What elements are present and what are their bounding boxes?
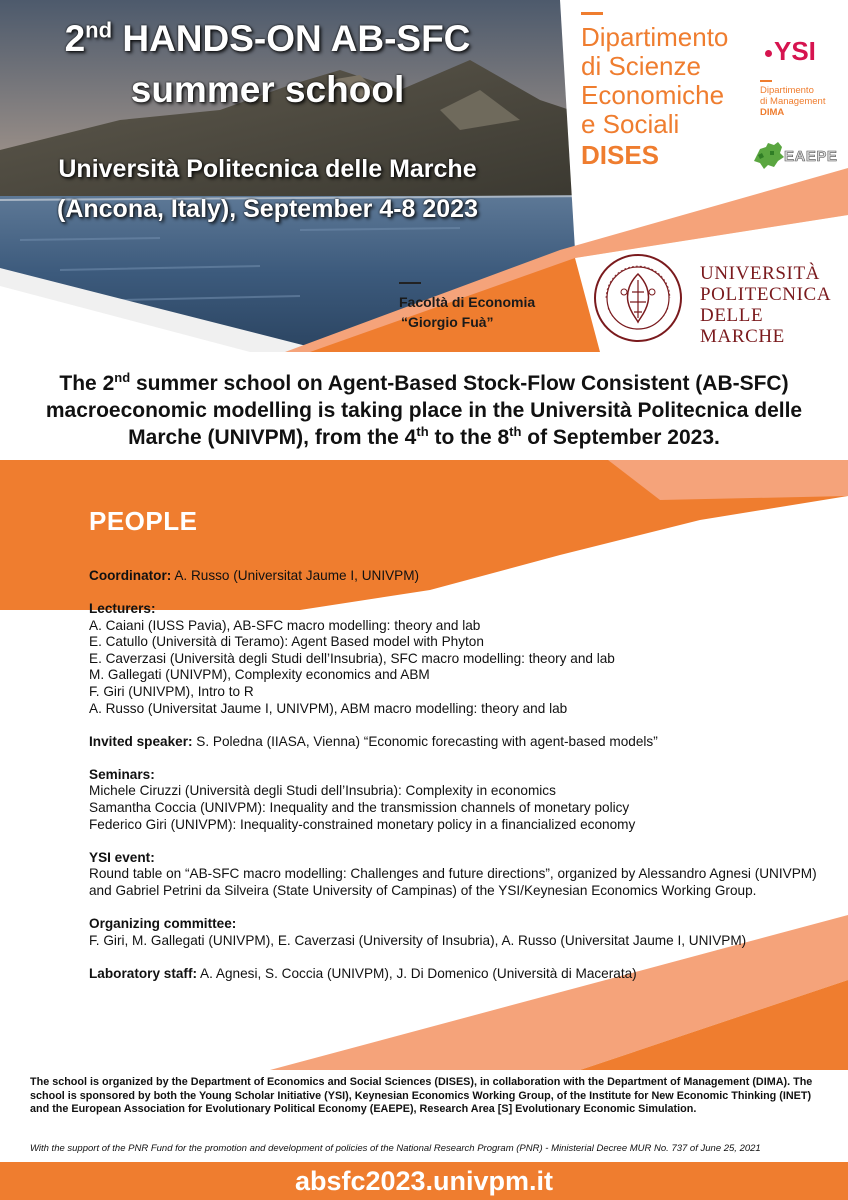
dises-logo (581, 12, 728, 170)
dises-line2: di Scienze (581, 51, 701, 81)
seminar-item: Federico Giri (UNIVPM): Inequality-constrained monetary policy in a financialized economy (89, 816, 636, 832)
dima-dash (760, 80, 772, 82)
univpm-line2: POLITECNICA (700, 284, 832, 305)
lecturer-item: F. Giri (UNIVPM), Intro to R (89, 684, 254, 700)
faculty-logo (399, 282, 535, 332)
date-line: (Ancona, Italy), September 4-8 2023 (57, 195, 478, 223)
faculty-name: Facoltà di Economia (399, 294, 536, 310)
eaepe-text: EAEPE (784, 148, 838, 165)
title-rest: HANDS-ON AB-SFC (112, 18, 471, 59)
organization-note: The school is organized by the Department of Economics and Social Sciences (DISES), in collaboration with the Department of Management (DIMA). The school is sponsored by both the Young Scholar Initiative (YSI), Keynesian Economics Working Group, of the Institute for New Economic Thinking (INET) and the European Association for Evolutionary Political Economy (EAEPE), Research Area [S] Evolutionary Economic Simulation. (30, 1076, 813, 1115)
intro-paragraph (30, 370, 818, 451)
coordinator-label: Coordinator: (89, 568, 172, 583)
lecturer-item: A. Russo (Universitat Jaume I, UNIVPM), ABM macro modelling: theory and lab (89, 700, 568, 716)
committee-text: F. Giri, M. Gallegati (UNIVPM), E. Caverzasi (University of Insubria), A. Russo (Universitat Jaume I, UNIVPM) (89, 932, 747, 948)
univpm-line1: UNIVERSITÀ (700, 263, 820, 284)
dises-line4: e Sociali (581, 109, 680, 139)
dima-line2: di Management (760, 96, 826, 107)
faculty-dash (399, 282, 421, 284)
lab-staff-label: Laboratory staff: (89, 965, 198, 981)
seminars-label: Seminars: (89, 766, 155, 782)
ysi-text: YSI (774, 36, 816, 66)
lab-staff-value: A. Agnesi, S. Coccia (UNIVPM), J. Di Domenico (Università di Macerata) (197, 965, 637, 981)
univpm-seal-icon (592, 252, 684, 344)
lecturer-item: E. Caverzasi (Università degli Studi dell’Insubria), SFC macro modelling: theory and lab (89, 650, 615, 666)
dises-line3: Economiche (581, 80, 725, 110)
lecturer-item: M. Gallegati (UNIVPM), Complexity economics and ABM (89, 667, 430, 683)
dises-line1: Dipartimento (581, 22, 729, 52)
main-title-line2: summer school (130, 69, 405, 110)
main-title (0, 18, 535, 60)
intro-sup1: nd (114, 370, 131, 385)
committee-section (89, 916, 829, 949)
title-prefix: 2 (64, 18, 86, 59)
lab-staff-section (89, 966, 829, 983)
invited-speaker-section (89, 734, 829, 751)
people-heading: PEOPLE (89, 506, 198, 536)
invited-speaker-label: Invited speaker: (89, 733, 193, 749)
dima-logo (760, 80, 825, 118)
website-bar (0, 1162, 848, 1200)
ysi-event-section (89, 850, 829, 900)
seminar-item: Michele Ciruzzi (Università degli Studi dell’Insubria): Complexity in economics (89, 783, 556, 799)
europe-map-icon (752, 139, 786, 171)
univpm-line3: DELLE MARCHE (700, 305, 785, 347)
faculty-subname: “Giorgio Fuà” (401, 314, 494, 330)
website-link[interactable]: absfc2023.univpm.it (294, 1166, 554, 1196)
lecturers-label: Lecturers: (89, 601, 156, 617)
intro-sup2: th (416, 424, 429, 439)
coordinator-value: A. Russo (Universitat Jaume I, UNIVPM) (171, 568, 420, 583)
dises-dash (581, 12, 603, 15)
ysi-event-label: YSI event: (89, 849, 155, 865)
seminar-item: Samantha Coccia (UNIVPM): Inequality and the transmission channels of monetary policy (89, 800, 630, 816)
ysi-dot-icon (765, 50, 772, 57)
intro-sup3: th (509, 424, 522, 439)
intro-part1: The 2 (59, 372, 115, 395)
pnr-support-note: With the support of the PNR Fund for the promotion and development of policies of the National Research Program (PNR) - Ministerial Decree MUR No. 737 of June 25, 2021 (30, 1143, 761, 1154)
lecturer-item: E. Catullo (Università di Teramo): Agent Based model with Phyton (89, 634, 484, 650)
dises-acronym: DISES (581, 140, 660, 170)
dima-line1: Dipartimento (760, 85, 814, 96)
venue-line: Università Politecnica delle Marche (58, 155, 477, 183)
lecturers-section (89, 601, 829, 717)
eaepe-logo (752, 137, 838, 173)
lecturer-item: A. Caiani (IUSS Pavia), AB-SFC macro modelling: theory and lab (89, 617, 481, 633)
people-content (89, 568, 829, 999)
invited-speaker-value: S. Poledna (IIASA, Vienna) “Economic forecasting with agent-based models” (192, 733, 658, 749)
header-banner (0, 0, 848, 352)
seminars-section (89, 767, 829, 833)
intro-part3: to the 8 (428, 426, 510, 449)
ysi-logo (765, 36, 816, 67)
intro-part4: of September 2023. (521, 426, 720, 449)
ysi-event-text: Round table on “AB-SFC macro modelling: Challenges and future directions”, organized by Alessandro Agnesi (UNIVPM) and Gabriel Petrini da Silveira (State University of Campinas) of the YSI/Keynesian Economics Working Group. (89, 866, 817, 898)
committee-label: Organizing committee: (89, 916, 237, 931)
intro-part2: summer school on Agent-Based Stock-Flow Consistent (AB-SFC) macroeconomic modelling is taking place in the Università Politecnica delle Marche (UNIVPM), from the 4 (45, 372, 803, 449)
dima-acronym: DIMA (760, 107, 785, 118)
title-superscript: nd (85, 17, 113, 43)
coordinator-section (89, 568, 829, 585)
univpm-logo-text (700, 263, 848, 347)
